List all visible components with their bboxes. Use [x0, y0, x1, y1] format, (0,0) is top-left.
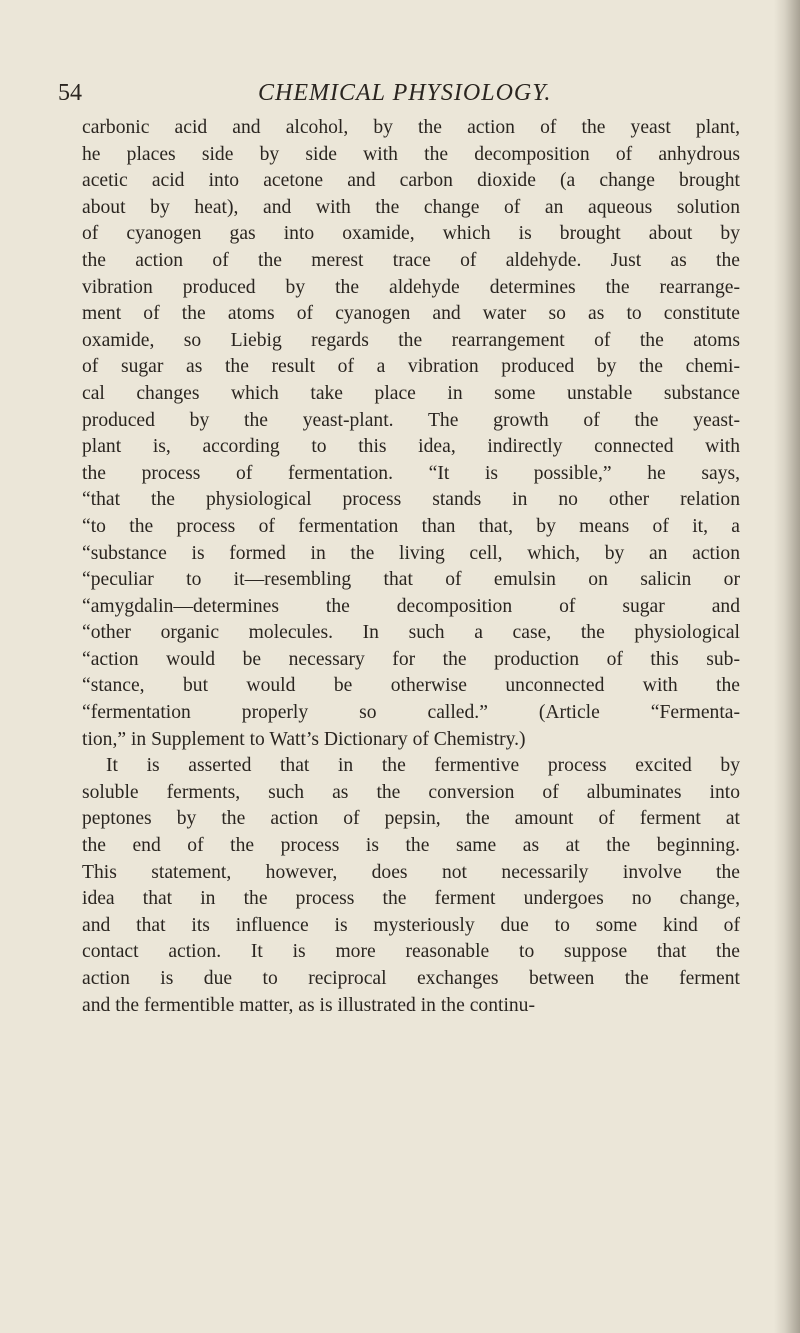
paragraph-1 [82, 115, 740, 753]
text-line: “substance is formed in the living cell, which, by an action [82, 542, 740, 564]
text-line: “that the physiological process stands in no other relation [82, 489, 740, 511]
paragraph-2 [82, 753, 740, 1019]
text-line: oxamide, so Liebig regards the rearrangement of the atoms [82, 329, 740, 351]
running-title: CHEMICAL PHYSIOLOGY. [258, 80, 552, 106]
text-line: “amygdalin—determines the decomposition of sugar and [82, 595, 740, 617]
text-line: and that its influence is mysteriously due to some kind of [82, 914, 740, 936]
text-line: the action of the merest trace of aldehyde. Just as the [82, 249, 740, 271]
text-line: contact action. It is more reasonable to suppose that the [82, 941, 740, 963]
text-line: idea that in the process the ferment undergoes no change, [82, 888, 740, 910]
text-line: about by heat), and with the change of an aqueous solution [82, 196, 740, 218]
body-text [82, 115, 740, 1019]
text-line: plant is, according to this idea, indirectly connected with [82, 436, 740, 458]
text-line: soluble ferments, such as the conversion of albuminates into [82, 781, 740, 803]
text-line: ment of the atoms of cyanogen and water so as to constitute [82, 303, 740, 325]
text-line: tion,” in Supplement to Watt’s Dictionary of Chemistry.) [82, 728, 526, 750]
text-line: the process of fermentation. “It is possible,” he says, [82, 462, 740, 484]
text-line: cal changes which take place in some unstable substance [82, 382, 740, 404]
text-line: produced by the yeast-plant. The growth of the yeast- [82, 409, 740, 431]
text-line: peptones by the action of pepsin, the amount of ferment at [82, 808, 740, 830]
text-line: he places side by side with the decomposition of anhydrous [82, 143, 740, 165]
text-line: vibration produced by the aldehyde determines the rearrange- [82, 276, 740, 298]
text-line: carbonic acid and alcohol, by the action of the yeast plant, [82, 117, 740, 138]
text-line: “stance, but would be otherwise unconnected with the [82, 675, 740, 697]
text-line: “to the process of fermentation than that, by means of it, a [82, 515, 740, 537]
text-line: “action would be necessary for the production of this sub- [82, 648, 740, 670]
text-line: acetic acid into acetone and carbon dioxide (a change brought [82, 170, 740, 192]
text-line: of cyanogen gas into oxamide, which is brought about by [82, 223, 740, 245]
text-line: of sugar as the result of a vibration produced by the chemi- [82, 356, 740, 378]
running-head [58, 76, 698, 110]
page-edge-shadow [774, 0, 800, 1333]
text-line: It is asserted that in the fermentive process excited by [106, 755, 740, 777]
text-line: action is due to reciprocal exchanges between the ferment [82, 968, 740, 989]
text-line: the end of the process is the same as at the beginning. [82, 835, 740, 857]
text-line: and the fermentible matter, as is illustrated in the continu- [82, 994, 535, 1016]
page-number: 54 [58, 80, 82, 106]
text-line: This statement, however, does not necessarily involve the [82, 861, 740, 883]
text-line: “peculiar to it—resembling that of emulsin on salicin or [82, 569, 740, 591]
text-line: “other organic molecules. In such a case, the physiological [82, 622, 740, 644]
text-line: “fermentation properly so called.” (Article “Fermenta- [82, 702, 740, 724]
